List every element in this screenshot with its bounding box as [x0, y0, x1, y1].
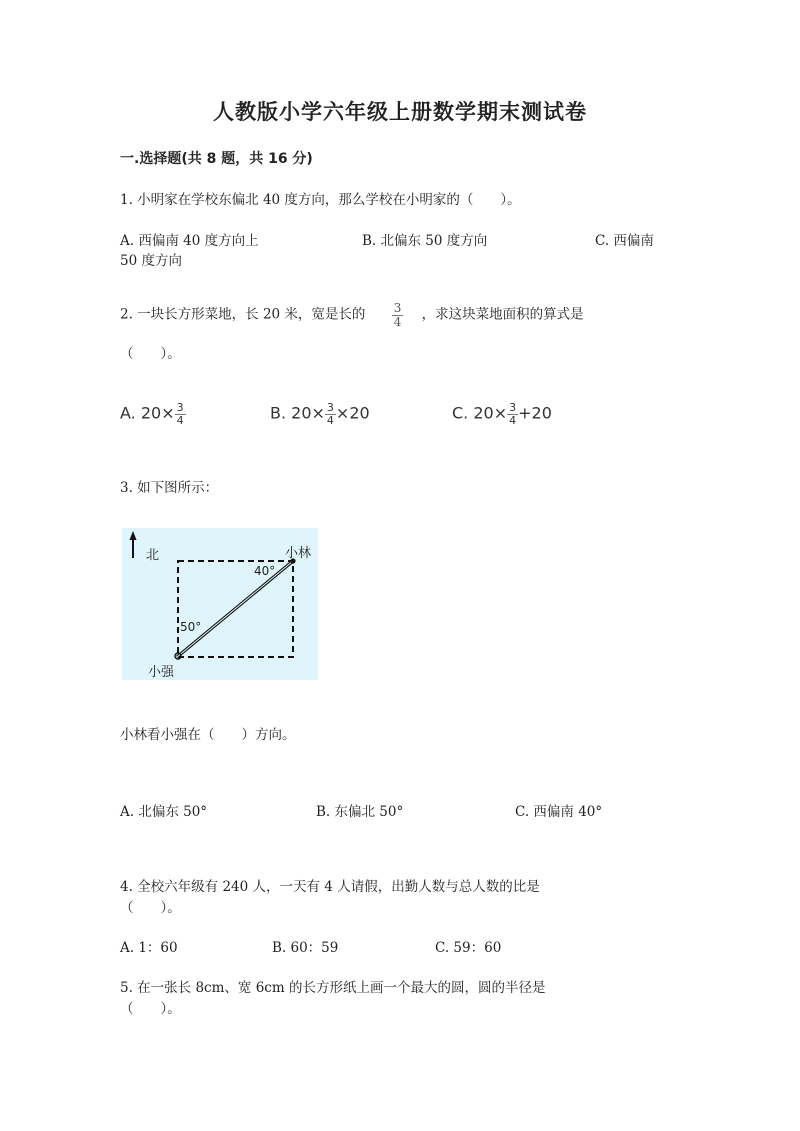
question-1-option-a[interactable]: A. 西偏南 40 度方向上 [120, 233, 259, 249]
direction-figure [122, 528, 318, 680]
question-2-option-b[interactable] [270, 402, 370, 426]
fraction-numerator: 3 [393, 301, 402, 315]
question-2-text [120, 302, 584, 328]
angle-40-label: 40° [254, 564, 276, 578]
fraction-denominator: 4 [326, 413, 334, 427]
option-c-expression: C. 20× [452, 403, 508, 423]
fraction-denominator: 4 [509, 413, 517, 427]
question-3-prompt: 小林看小强在（ ）方向。 [120, 727, 296, 743]
question-4-text-line2: （ ）。 [120, 900, 181, 916]
question-4-text: 4. 全校六年级有 240 人，一天有 4 人请假，出勤人数与总人数的比是 [120, 879, 540, 895]
question-2-text-start: 2. 一块长方形菜地，长 20 米，宽是长的 [120, 306, 366, 323]
question-2-text-line2: （ ）。 [120, 346, 181, 362]
question-1-option-b[interactable]: B. 北偏东 50 度方向 [362, 233, 488, 249]
question-2-text-end: ，求这块菜地面积的算式是 [421, 306, 584, 323]
question-3-option-a[interactable]: A. 北偏东 50° [120, 804, 208, 820]
fraction-numerator: 3 [509, 401, 517, 414]
section-heading-choice: 一.选择题(共 8 题，共 16 分) [120, 151, 313, 167]
question-2-option-c[interactable] [452, 402, 552, 426]
question-1-option-c-continued: 50 度方向 [120, 253, 182, 269]
fraction-numerator: 3 [176, 401, 184, 414]
option-a-fraction [175, 402, 186, 426]
diagonal-line-inner [177, 561, 293, 657]
question-3-option-c[interactable]: C. 西偏南 40° [515, 804, 603, 820]
page-title: 人教版小学六年级上册数学期末测试卷 [213, 100, 587, 124]
option-b-expression: B. 20× [270, 403, 325, 423]
question-4-option-a[interactable]: A. 1：60 [120, 940, 178, 956]
question-3-option-b[interactable]: B. 东偏北 50° [316, 804, 404, 820]
question-1-option-c[interactable]: C. 西偏南 [595, 233, 654, 249]
question-3-text: 3. 如下图所示： [120, 480, 219, 496]
north-label: 北 [146, 548, 160, 563]
question-4-option-c[interactable]: C. 59：60 [435, 940, 502, 956]
question-4-option-b[interactable]: B. 60：59 [272, 940, 339, 956]
option-a-expression: A. 20× [120, 403, 175, 423]
question-5-text-line2: （ ）。 [120, 1001, 181, 1017]
xiaoqiang-label: 小强 [148, 665, 175, 680]
fraction-three-quarters [392, 302, 404, 328]
north-arrowhead [130, 531, 137, 540]
angle-50-label: 50° [180, 620, 202, 634]
option-b-expression-end: ×20 [335, 403, 370, 423]
xiaolin-label: 小林 [285, 546, 312, 561]
option-c-fraction [507, 402, 518, 426]
question-1-text: 1. 小明家在学校东偏北 40 度方向，那么学校在小明家的（ ）。 [120, 192, 521, 208]
option-b-fraction [325, 402, 336, 426]
fraction-denominator: 4 [393, 314, 402, 329]
fraction-numerator: 3 [326, 401, 334, 414]
fraction-denominator: 4 [176, 413, 184, 427]
question-2-option-a[interactable] [120, 402, 186, 426]
question-5-text: 5. 在一张长 8cm、宽 6cm 的长方形纸上画一个最大的圆，圆的半径是 [120, 980, 546, 996]
option-c-expression-end: +20 [518, 403, 552, 423]
